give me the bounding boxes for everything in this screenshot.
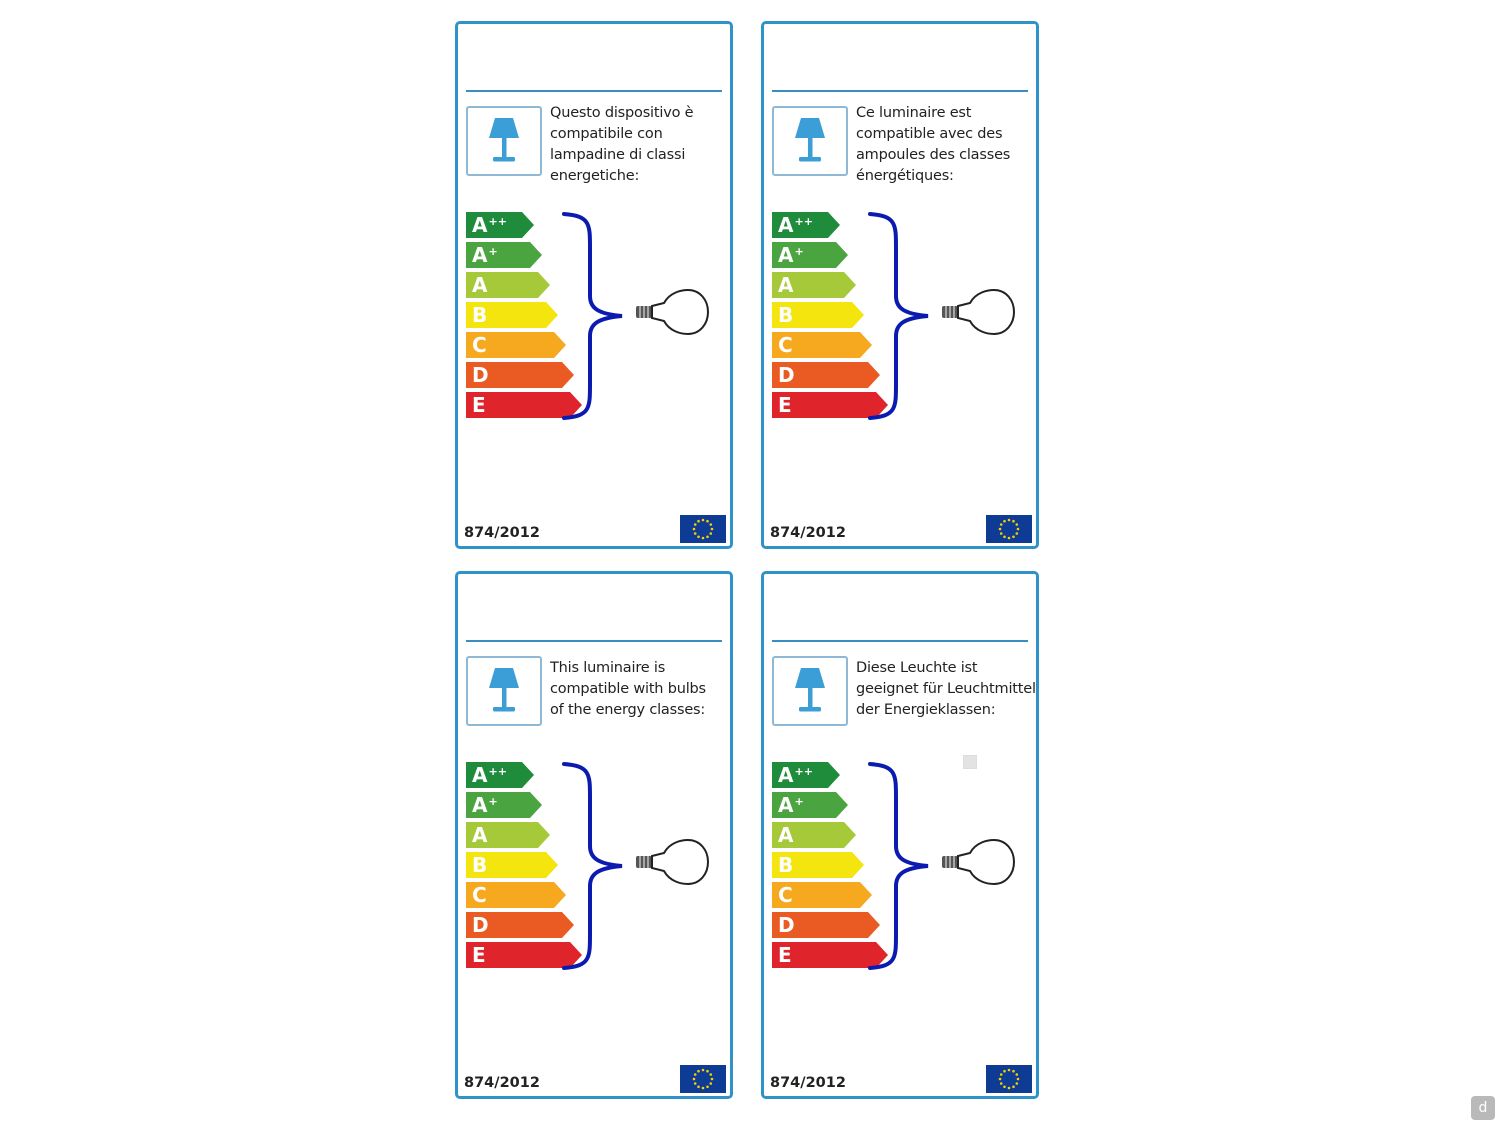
compatibility-text [856, 103, 1036, 187]
energy-class-arrow [772, 362, 880, 388]
compatibility-text-line: Questo dispositivo è [550, 105, 694, 121]
energy-class-letter: A [778, 273, 794, 297]
energy-class-label [778, 761, 813, 789]
energy-class-arrow [772, 242, 848, 268]
bulb-icon [634, 838, 714, 886]
energy-class-letter: D [778, 913, 795, 937]
energy-class-plus: ++ [794, 765, 813, 778]
lamp-icon-box [772, 656, 848, 726]
lamp-icon-box [466, 656, 542, 726]
energy-class-plus: + [488, 795, 498, 808]
compatibility-text-line: der Energieklassen: [856, 702, 996, 718]
energy-class-letter: A [472, 243, 488, 267]
energy-class-arrow [772, 852, 864, 878]
energy-class-letter: C [778, 333, 793, 357]
compatibility-text [856, 658, 1036, 721]
energy-class-arrow [466, 882, 566, 908]
energy-class-arrow [466, 762, 534, 788]
energy-label-fr [761, 21, 1039, 549]
bulb-icon [940, 838, 1020, 886]
bracket-icon [868, 210, 938, 422]
energy-class-arrow [772, 912, 880, 938]
compatibility-text-line: Diese Leuchte ist [856, 660, 978, 676]
compatibility-text-line: energetiche: [550, 168, 640, 184]
lamp-icon [774, 108, 846, 174]
compatibility-text-line: This luminaire is [550, 660, 666, 676]
energy-class-letter: E [778, 943, 792, 967]
energy-class-label [778, 211, 813, 239]
energy-class-arrow [772, 332, 872, 358]
bracket-icon [562, 760, 632, 972]
watermark-badge: d [1471, 1096, 1495, 1120]
energy-class-letter: A [778, 243, 794, 267]
compatibility-text-line: geeignet für Leuchtmittel [856, 681, 1036, 697]
compatibility-text-line: énergétiques: [856, 168, 954, 184]
energy-class-label [778, 941, 792, 969]
regulation-number: 874/2012 [464, 1075, 540, 1091]
light-bulb [940, 288, 1020, 340]
energy-class-label [778, 361, 795, 389]
energy-class-label [472, 851, 487, 879]
energy-class-label [778, 911, 795, 939]
energy-class-plus: ++ [488, 215, 507, 228]
energy-class-label [778, 301, 793, 329]
compatibility-text [550, 658, 730, 721]
energy-class-label [778, 331, 793, 359]
energy-class-label [778, 851, 793, 879]
energy-class-label [472, 211, 507, 239]
eu-flag-icon [680, 1065, 726, 1093]
energy-class-label [472, 361, 489, 389]
compatibility-text-line: Ce luminaire est [856, 105, 972, 121]
energy-label-it [455, 21, 733, 549]
energy-class-letter: A [472, 763, 488, 787]
energy-class-label [472, 941, 486, 969]
compatibility-text-line: of the energy classes: [550, 702, 706, 718]
header-rule [772, 640, 1028, 642]
eu-flag-icon [680, 515, 726, 543]
energy-class-letter: A [472, 273, 488, 297]
energy-class-arrow [772, 272, 856, 298]
energy-class-letter: D [778, 363, 795, 387]
eu-flag [986, 1065, 1032, 1093]
energy-class-arrow [466, 792, 542, 818]
artifact-mark [963, 755, 977, 769]
compatibility-text-line: lampadine di classi [550, 147, 686, 163]
energy-class-label [472, 241, 498, 269]
energy-class-letter: E [778, 393, 792, 417]
energy-class-letter: A [472, 793, 488, 817]
energy-class-plus: + [794, 245, 804, 258]
lamp-icon-box [772, 106, 848, 176]
energy-class-letter: A [778, 793, 794, 817]
energy-class-label [472, 911, 489, 939]
energy-class-label [472, 761, 507, 789]
energy-class-plus: ++ [794, 215, 813, 228]
energy-class-letter: B [778, 303, 794, 327]
energy-class-letter: A [472, 823, 488, 847]
regulation-number: 874/2012 [464, 525, 540, 541]
energy-class-letter: D [472, 363, 489, 387]
energy-class-arrow [466, 362, 574, 388]
eu-flag [986, 515, 1032, 543]
energy-class-label [778, 241, 804, 269]
regulation-number: 874/2012 [770, 1075, 846, 1091]
energy-class-letter: B [472, 303, 488, 327]
energy-class-label [778, 791, 804, 819]
compatibility-text [550, 103, 730, 187]
lamp-icon-box [466, 106, 542, 176]
energy-class-arrow [772, 882, 872, 908]
energy-class-letter: E [472, 943, 486, 967]
bulb-icon [634, 288, 714, 336]
energy-class-label [472, 791, 498, 819]
energy-class-arrow [466, 272, 550, 298]
bulb-icon [940, 288, 1020, 336]
energy-class-plus: ++ [488, 765, 507, 778]
lamp-icon [468, 658, 540, 724]
lamp-icon [774, 658, 846, 724]
energy-class-label [472, 881, 487, 909]
energy-class-letter: A [778, 213, 794, 237]
energy-class-label [778, 881, 793, 909]
bracket [562, 210, 632, 426]
energy-class-label [778, 391, 792, 419]
energy-class-arrow [466, 852, 558, 878]
bracket-icon [562, 210, 632, 422]
eu-flag [680, 515, 726, 543]
energy-class-label [472, 301, 487, 329]
light-bulb [940, 838, 1020, 890]
energy-class-letter: A [778, 823, 794, 847]
light-bulb [634, 838, 714, 890]
energy-class-arrow [772, 792, 848, 818]
eu-flag [680, 1065, 726, 1093]
energy-class-letter: B [472, 853, 488, 877]
energy-class-label [472, 331, 487, 359]
energy-class-label [472, 271, 487, 299]
energy-class-label [472, 391, 486, 419]
energy-class-plus: + [794, 795, 804, 808]
energy-class-label [778, 821, 793, 849]
eu-flag-icon [986, 515, 1032, 543]
bracket-icon [868, 760, 938, 972]
energy-class-letter: B [778, 853, 794, 877]
energy-label-de [761, 571, 1039, 1099]
energy-class-arrow [466, 242, 542, 268]
energy-class-label [472, 821, 487, 849]
energy-class-plus: + [488, 245, 498, 258]
bracket [868, 760, 938, 976]
energy-class-arrow [772, 762, 840, 788]
energy-class-arrow [466, 912, 574, 938]
energy-class-letter: D [472, 913, 489, 937]
bracket [868, 210, 938, 426]
energy-class-arrow [466, 332, 566, 358]
energy-class-letter: A [778, 763, 794, 787]
energy-class-label [778, 271, 793, 299]
energy-class-arrow [466, 302, 558, 328]
lamp-icon [468, 108, 540, 174]
light-bulb [634, 288, 714, 340]
energy-class-letter: C [472, 883, 487, 907]
eu-flag-icon [986, 1065, 1032, 1093]
regulation-number: 874/2012 [770, 525, 846, 541]
energy-class-arrow [772, 302, 864, 328]
bracket [562, 760, 632, 976]
header-rule [466, 640, 722, 642]
compatibility-text-line: compatibile con [550, 126, 663, 142]
compatibility-text-line: ampoules des classes [856, 147, 1011, 163]
energy-class-arrow [772, 212, 840, 238]
energy-class-letter: C [778, 883, 793, 907]
energy-label-en [455, 571, 733, 1099]
energy-class-letter: A [472, 213, 488, 237]
energy-class-letter: C [472, 333, 487, 357]
compatibility-text-line: compatible with bulbs [550, 681, 706, 697]
header-rule [772, 90, 1028, 92]
energy-class-arrow [466, 822, 550, 848]
header-rule [466, 90, 722, 92]
energy-class-arrow [466, 212, 534, 238]
compatibility-text-line: compatible avec des [856, 126, 1003, 142]
energy-class-letter: E [472, 393, 486, 417]
energy-class-arrow [772, 822, 856, 848]
